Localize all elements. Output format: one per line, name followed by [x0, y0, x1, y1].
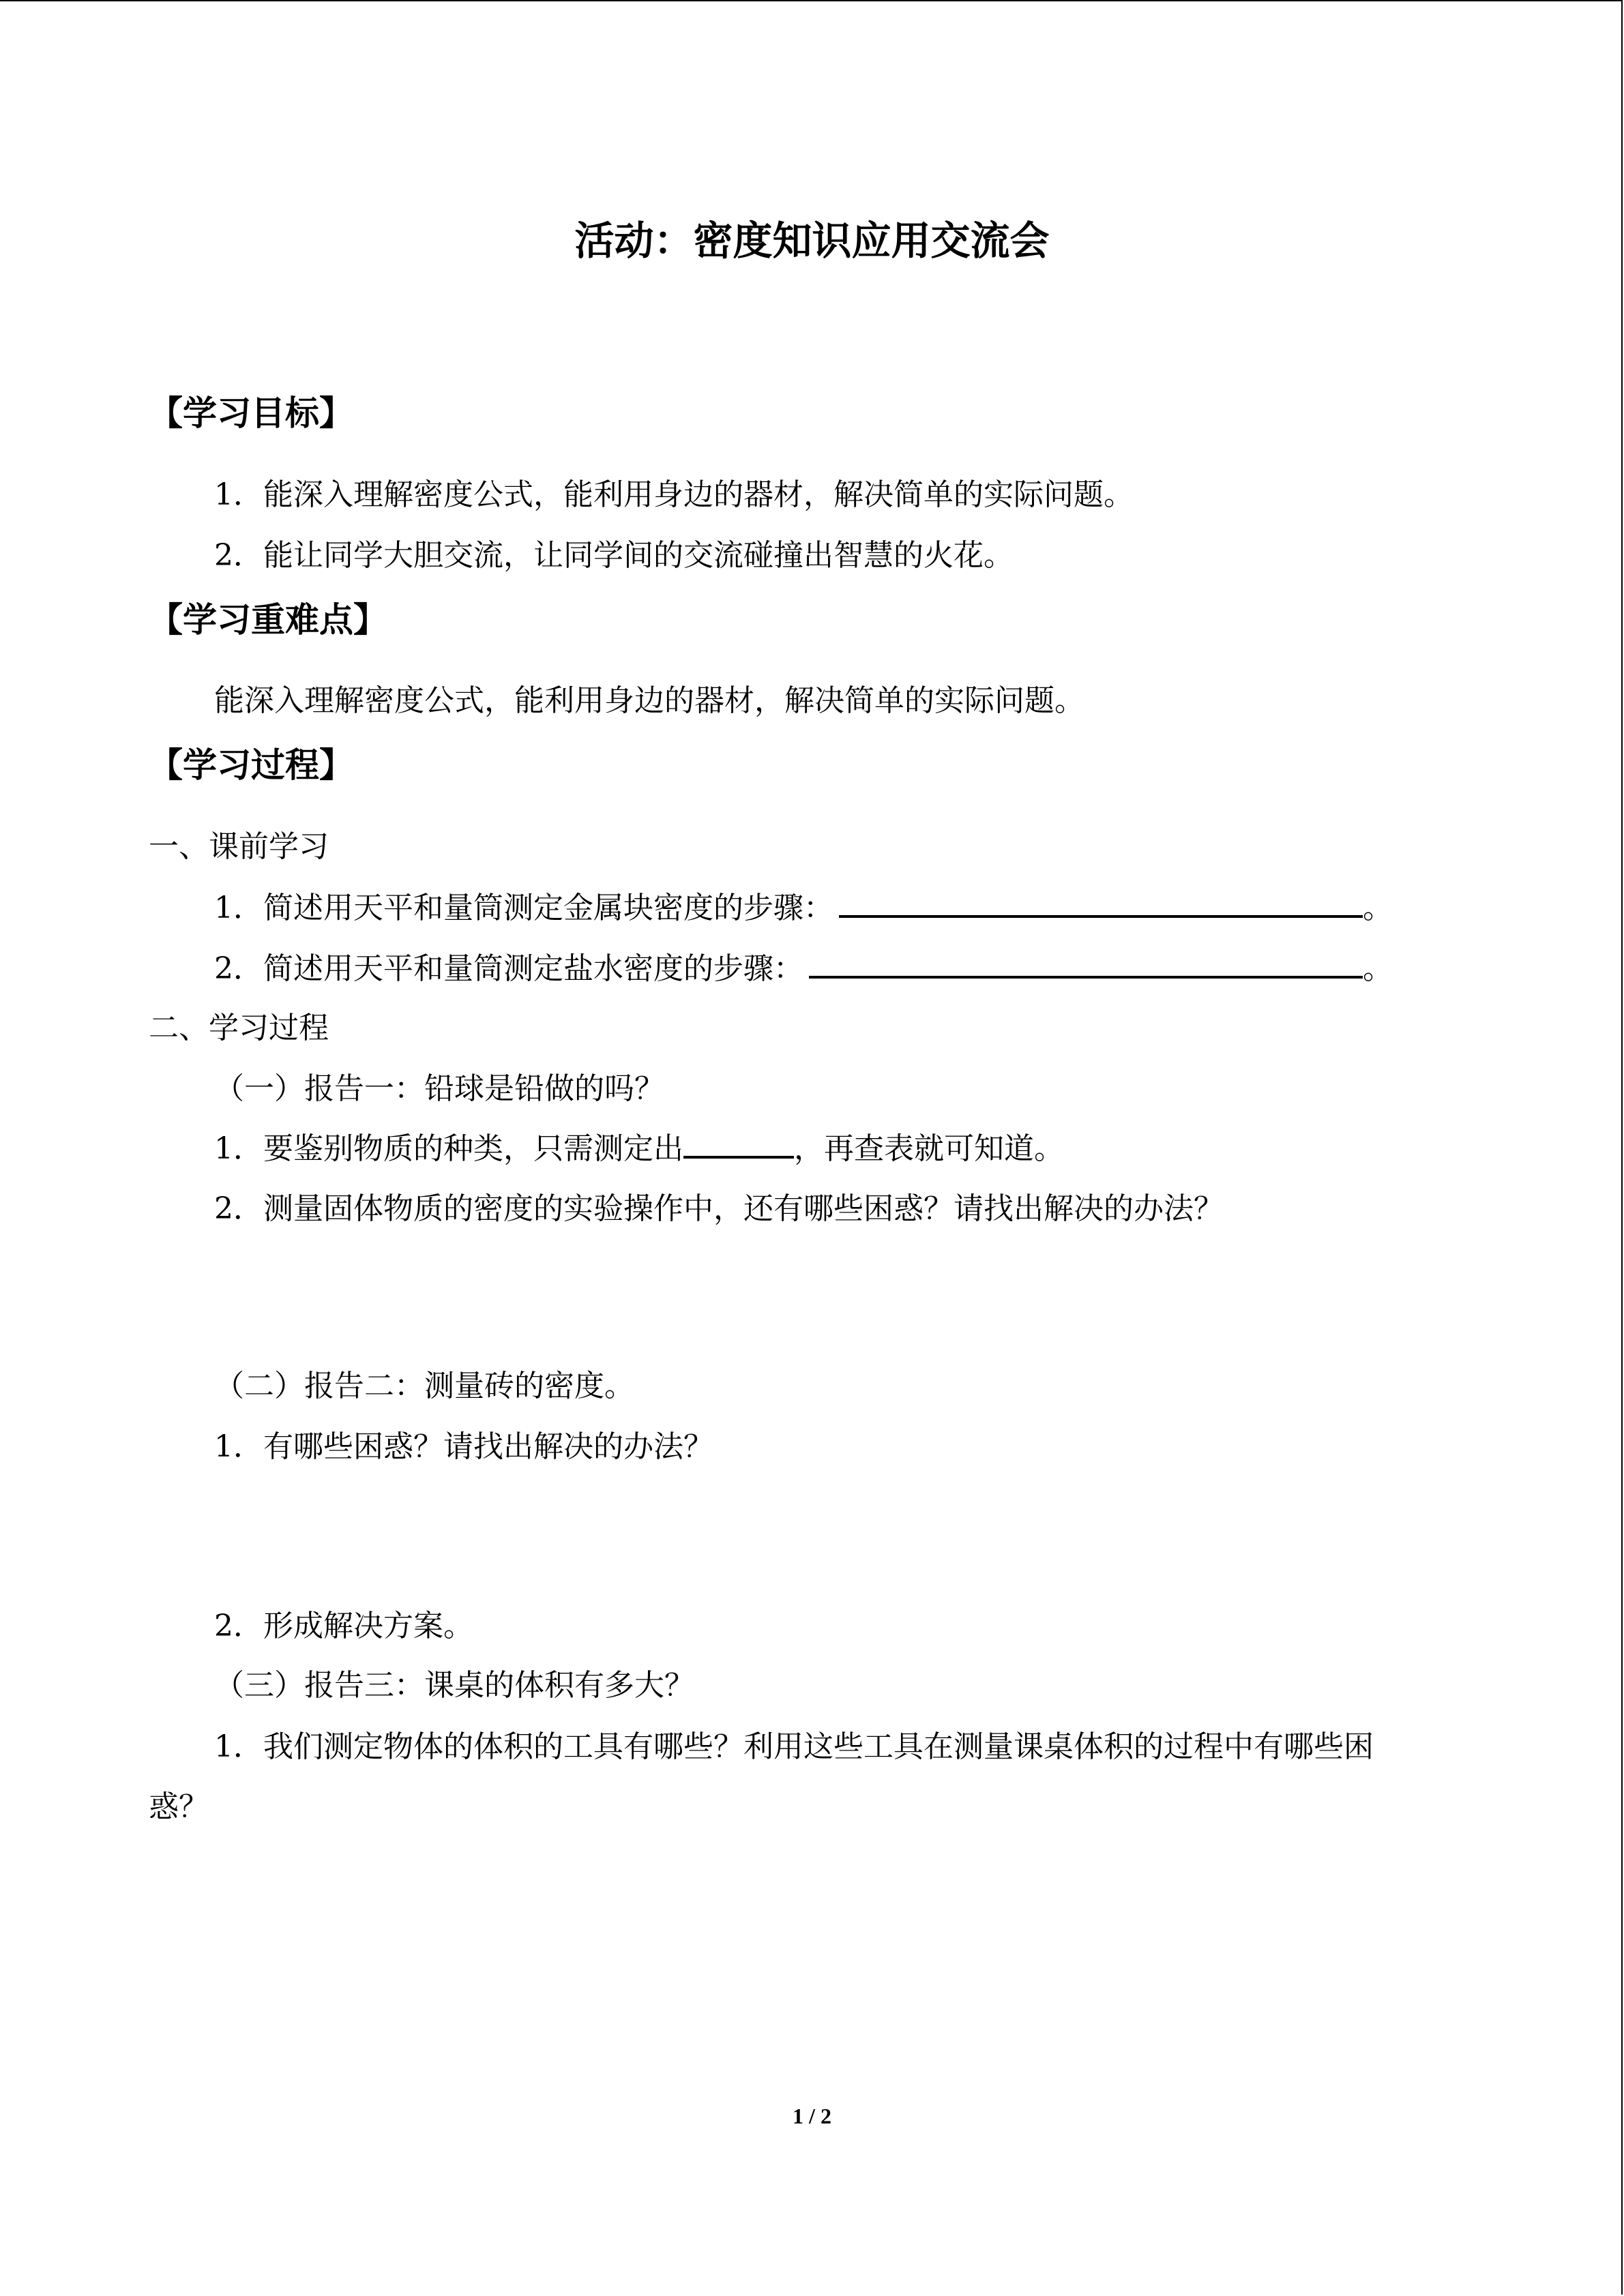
- pre-study-question-2: [214, 949, 1393, 989]
- report2-question-1: 1．有哪些困惑？请找出解决的办法？: [214, 1429, 713, 1464]
- process-heading: 【学习过程】: [149, 745, 353, 785]
- objective-item-1: 1．能深入理解密度公式，能利用身边的器材，解决简单的实际问题。: [214, 477, 1134, 512]
- report1-title: （一）报告一：铅球是铅做的吗？: [214, 1071, 664, 1106]
- key-points-text: 能深入理解密度公式，能利用身边的器材，解决简单的实际问题。: [214, 683, 1084, 718]
- report3-title: （三）报告三：课桌的体积有多大？: [214, 1668, 694, 1703]
- report1-question-1-after: ，再查表就可知道。: [794, 1131, 1064, 1166]
- objectives-heading: 【学习目标】: [149, 393, 353, 433]
- end-mark: 。: [1363, 891, 1393, 925]
- pre-study-title: 一、课前学习: [149, 829, 329, 864]
- pre-study-question-1: [214, 888, 1393, 929]
- key-points-heading: 【学习重难点】: [149, 600, 387, 640]
- report3-question-1-line-1: 1．我们测定物体的体积的工具有哪些？利用这些工具在测量课桌体积的过程中有哪些困: [214, 1729, 1374, 1764]
- report3-question-1-line-2: 惑？: [149, 1789, 209, 1824]
- objective-item-2: 2．能让同学大胆交流，让同学间的交流碰撞出智慧的火花。: [214, 538, 1014, 573]
- page-number: 1 / 2: [793, 2104, 831, 2128]
- answer-blank-3[interactable]: [683, 1129, 794, 1159]
- answer-blank-1[interactable]: [839, 888, 1363, 918]
- report2-question-2: 2．形成解决方案。: [214, 1609, 473, 1643]
- report1-question-1-before: 1．要鉴别物质的种类，只需测定出: [214, 1131, 683, 1166]
- report1-question-2: 2．测量固体物质的密度的实验操作中，还有哪些困惑？请找出解决的办法？: [214, 1191, 1224, 1226]
- document-title: 活动：密度知识应用交流会: [574, 218, 1050, 264]
- study-title: 二、学习过程: [149, 1011, 329, 1045]
- report1-question-1: [214, 1129, 1064, 1169]
- answer-blank-2[interactable]: [809, 949, 1363, 979]
- pre-study-question-2-text: 2．简述用天平和量筒测定盐水密度的步骤：: [214, 951, 803, 986]
- pre-study-question-1-text: 1．简述用天平和量筒测定金属块密度的步骤：: [214, 891, 833, 925]
- end-mark: 。: [1363, 951, 1393, 986]
- report2-title: （二）报告二：测量砖的密度。: [214, 1369, 634, 1403]
